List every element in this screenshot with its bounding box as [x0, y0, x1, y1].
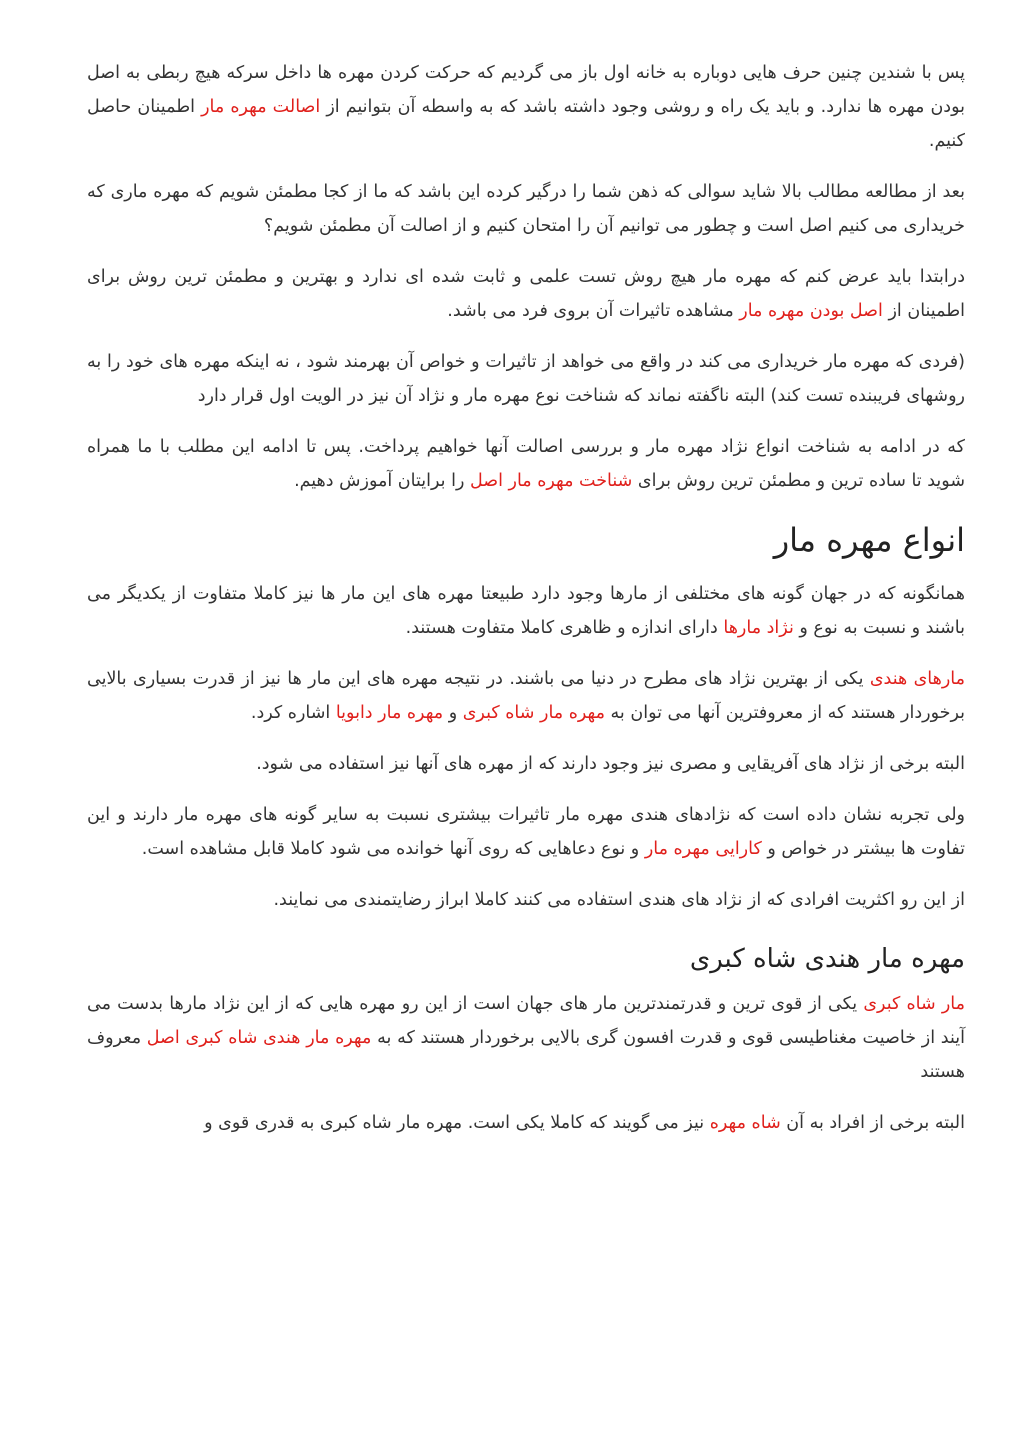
- paragraph: همانگونه که در جهان گونه های مختلفی از مارها وجود دارد طبیعتا مهره های این مار ها نیز کاملا متفاوت از یکدیگر می باشند و نسبت به نوع و نژاد مارها دارای اندازه و ظاهری کاملا متفاوت هستند.: [87, 584, 965, 638]
- paragraph: ولی تجربه نشان داده است که نژادهای هندی مهره مار تاثیرات بیشتری نسبت به سایر گونه های مهره مار دارند و این تفاوت ها بیشتر در خواص و کارایی مهره مار و نوع دعاهایی که روی آنها خوانده می شود کاملا قابل مشاهده است.: [87, 805, 965, 859]
- link-king-cobra-stone[interactable]: مهره مار شاه کبری: [462, 703, 605, 723]
- paragraph: درابتدا باید عرض کنم که مهره مار هیچ روش تست علمی و ثابت شده ای ندارد و بهترین و مطمئن ترین روش برای اطمینان از اصل بودن مهره مار مشاهده تاثیرات آن بروی فرد می باشد.: [87, 267, 965, 321]
- paragraph: البته برخی از نژاد های آفریقایی و مصری نیز وجود دارند که از مهره های آنها نیز استفاده می شود.: [256, 754, 965, 774]
- link-snake-breeds[interactable]: نژاد مارها: [723, 618, 794, 638]
- paragraph: از این رو اکثریت افرادی که از نژاد های هندی استفاده می کنند کاملا ابراز رضایتمندی می نمایند.: [273, 890, 965, 910]
- paragraph: پس با شندین چنین حرف هایی دوباره به خانه اول باز می گردیم که حرکت کردن مهره ها داخل سرکه هیچ ربطی به اصل بودن مهره ها ندارد. و باید یک راه و روشی وجود داشته باشد که به واسطه آن بتوانیم از اصالت مهره مار اطمینان حاصل کنیم.: [87, 63, 965, 151]
- link-original-indian-king-cobra-stone[interactable]: مهره مار هندی شاه کبری اصل: [146, 1028, 372, 1048]
- link-snake-stone-function[interactable]: کارایی مهره مار: [644, 839, 762, 859]
- link-king-stone[interactable]: شاه مهره: [709, 1113, 781, 1133]
- link-identify-original-snake-stone[interactable]: شناخت مهره مار اصل: [469, 471, 633, 491]
- section-heading-types: انواع مهره مار: [773, 521, 965, 559]
- link-original-snake-stone[interactable]: اصل بودن مهره مار: [739, 301, 883, 321]
- link-indian-snakes[interactable]: مارهای هندی: [869, 669, 965, 689]
- paragraph: مارهای هندی یکی از بهترین نژاد های مطرح در دنیا می باشند. در نتیجه مهره های این مار ها نیز از قدرت بسیاری بالایی برخوردار هستند که از معروفترین آنها می توان به مهره مار شاه کبری و مهره مار دابویا اشاره کرد.: [87, 669, 965, 723]
- link-king-cobra[interactable]: مار شاه کبری: [863, 994, 965, 1014]
- paragraph: بعد از مطالعه مطالب بالا شاید سوالی که ذهن شما را درگیر کرده این باشد که ما از کجا مطمئن شویم که مهره ماری که خریداری می کنیم اصل است و چطور می توانیم آن را امتحان کنیم و از اصالت آن مطمئن شویم؟: [87, 182, 965, 236]
- paragraph: که در ادامه به شناخت انواع نژاد مهره مار و بررسی اصالت آنها خواهیم پرداخت. پس تا ادامه این مطلب با ما همراه شوید تا ساده ترین و مطمئن ترین روش برای شناخت مهره مار اصل را برایتان آموزش دهیم.: [87, 437, 965, 491]
- link-daboia-stone[interactable]: مهره مار دابویا: [335, 703, 444, 723]
- link-snake-stone-authenticity[interactable]: اصالت مهره مار: [201, 97, 321, 117]
- paragraph: (فردی که مهره مار خریداری می کند در واقع می خواهد از تاثیرات و خواص آن بهرمند شود ، نه اینکه مهره های خود را به روشهای فریبنده تست کند) البته ناگفته نماند که شناخت نوع مهره مار و نژاد آن نیز در الویت اول قرار دارد: [87, 352, 965, 406]
- paragraph: مار شاه کبری یکی از قوی ترین و قدرتمندترین مار های جهان است از این رو مهره هایی که از این نژاد مارها بدست می آیند از خاصیت مغناطیسی قوی و قدرت افسون گری بالایی برخوردار هستند که به مهره مار هندی شاه کبری اصل معروف هستند: [87, 994, 965, 1082]
- section-heading-king-cobra: مهره مار هندی شاه کبری: [689, 944, 965, 974]
- paragraph: البته برخی از افراد به آن شاه مهره نیز می گویند که کاملا یکی است. مهره مار شاه کبری به قدری قوی و: [204, 1113, 965, 1133]
